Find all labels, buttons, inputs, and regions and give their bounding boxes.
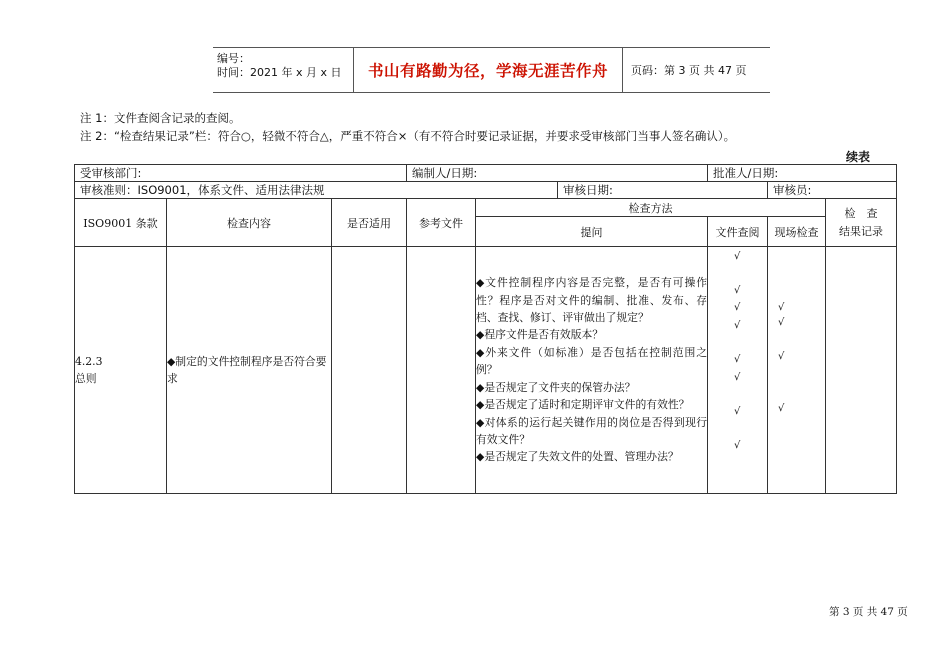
audit-date-cell: 审核日期: [558,182,768,199]
col-result-header-line1: 检 查 [844,206,878,220]
col-method-header: 检查方法 [476,199,826,217]
applicable-cell [332,247,407,494]
checklist-row [75,247,897,494]
document-time-label: 时间：2021 年 x 月 x 日 [217,66,342,79]
check-mark: √ [734,406,741,417]
col-site-check-header: 现场检查 [768,217,826,247]
check-mark: √ [734,320,741,331]
question-item: ◆文件控制程序内容是否完整，是否有可操作性？程序是否对文件的编制、批准、发布、存档、查找、修订、评审做出了规定？ [476,276,708,325]
col-clause-header: ISO9001 条款 [75,199,167,247]
info-row-2 [75,182,897,199]
note-1: 注 1：文件查阅含记录的查阅。 [80,111,241,125]
question-item: ◆程序文件是否有效版本？ [476,328,604,342]
check-content-cell: ◆制定的文件控制程序是否符合要求 [167,247,332,494]
info-row-1 [75,165,897,182]
question-item: ◆对体系的运行起关键作用的岗位是否得到现行有效文件？ [476,415,708,446]
header-motto: 书山有路勤为径，学海无涯苦作舟 [367,62,608,80]
reference-cell [407,247,476,494]
questions-cell [476,247,708,494]
check-mark: √ [734,372,741,383]
page-footer: 第 3 页 共 47 页 [829,606,908,618]
check-mark: √ [734,302,741,313]
col-doc-review-header: 文件查阅 [708,217,768,247]
col-result-header-line2: 结果记录 [839,224,884,238]
check-mark: √ [778,302,785,313]
site-check-cell [768,247,826,494]
check-mark: √ [734,251,741,262]
check-mark: √ [778,403,785,414]
col-applicable-header: 是否适用 [332,199,407,247]
header-center-cell [354,48,623,92]
question-item: ◆是否规定了文件夹的保管办法？ [476,380,636,394]
result-record-cell [826,247,897,494]
document-number-label: 编号： [217,52,250,65]
doc-review-cell [708,247,768,494]
check-mark: √ [734,285,741,296]
col-result-header [826,199,897,247]
clause-cell [75,247,167,494]
col-question-header: 提问 [476,217,708,247]
note-2: 注 2：“检查结果记录”栏：符合○，轻微不符合△，严重不符合×（有不符合时要记录证据，并要求受审核部门当事人签名确认）。 [80,129,736,143]
department-cell: 受审核部门: [75,165,407,182]
question-item: ◆是否规定了适时和定期评审文件的有效性？ [476,398,690,412]
clause-number: 4.2.3 [75,354,103,368]
check-mark: √ [734,354,741,365]
check-mark: √ [778,351,785,362]
column-header-row-1 [75,199,897,217]
check-mark: √ [734,440,741,451]
editor-date-cell: 编制人/日期: [407,165,708,182]
header-right-cell [623,48,770,92]
col-content-header: 检查内容 [167,199,332,247]
col-reference-header: 参考文件 [407,199,476,247]
approver-date-cell: 批准人/日期: [708,165,897,182]
audit-checklist-table [74,164,897,494]
question-item: ◆外来文件（如标准）是否包括在控制范围之例？ [476,345,708,377]
auditor-cell: 审核员: [768,182,897,199]
header-left-cell [213,48,354,92]
question-item: ◆是否规定了失效文件的处置、管理办法？ [476,450,679,464]
header-page-label: 页码：第 3 页 共 47 页 [631,64,747,77]
audit-criteria-cell: 审核准则：ISO9001，体系文件、适用法律法规 [75,182,558,199]
page-header [213,47,770,93]
clause-name: 总则 [75,372,97,385]
continued-label: 续表 [846,150,871,164]
check-mark: √ [778,317,785,328]
